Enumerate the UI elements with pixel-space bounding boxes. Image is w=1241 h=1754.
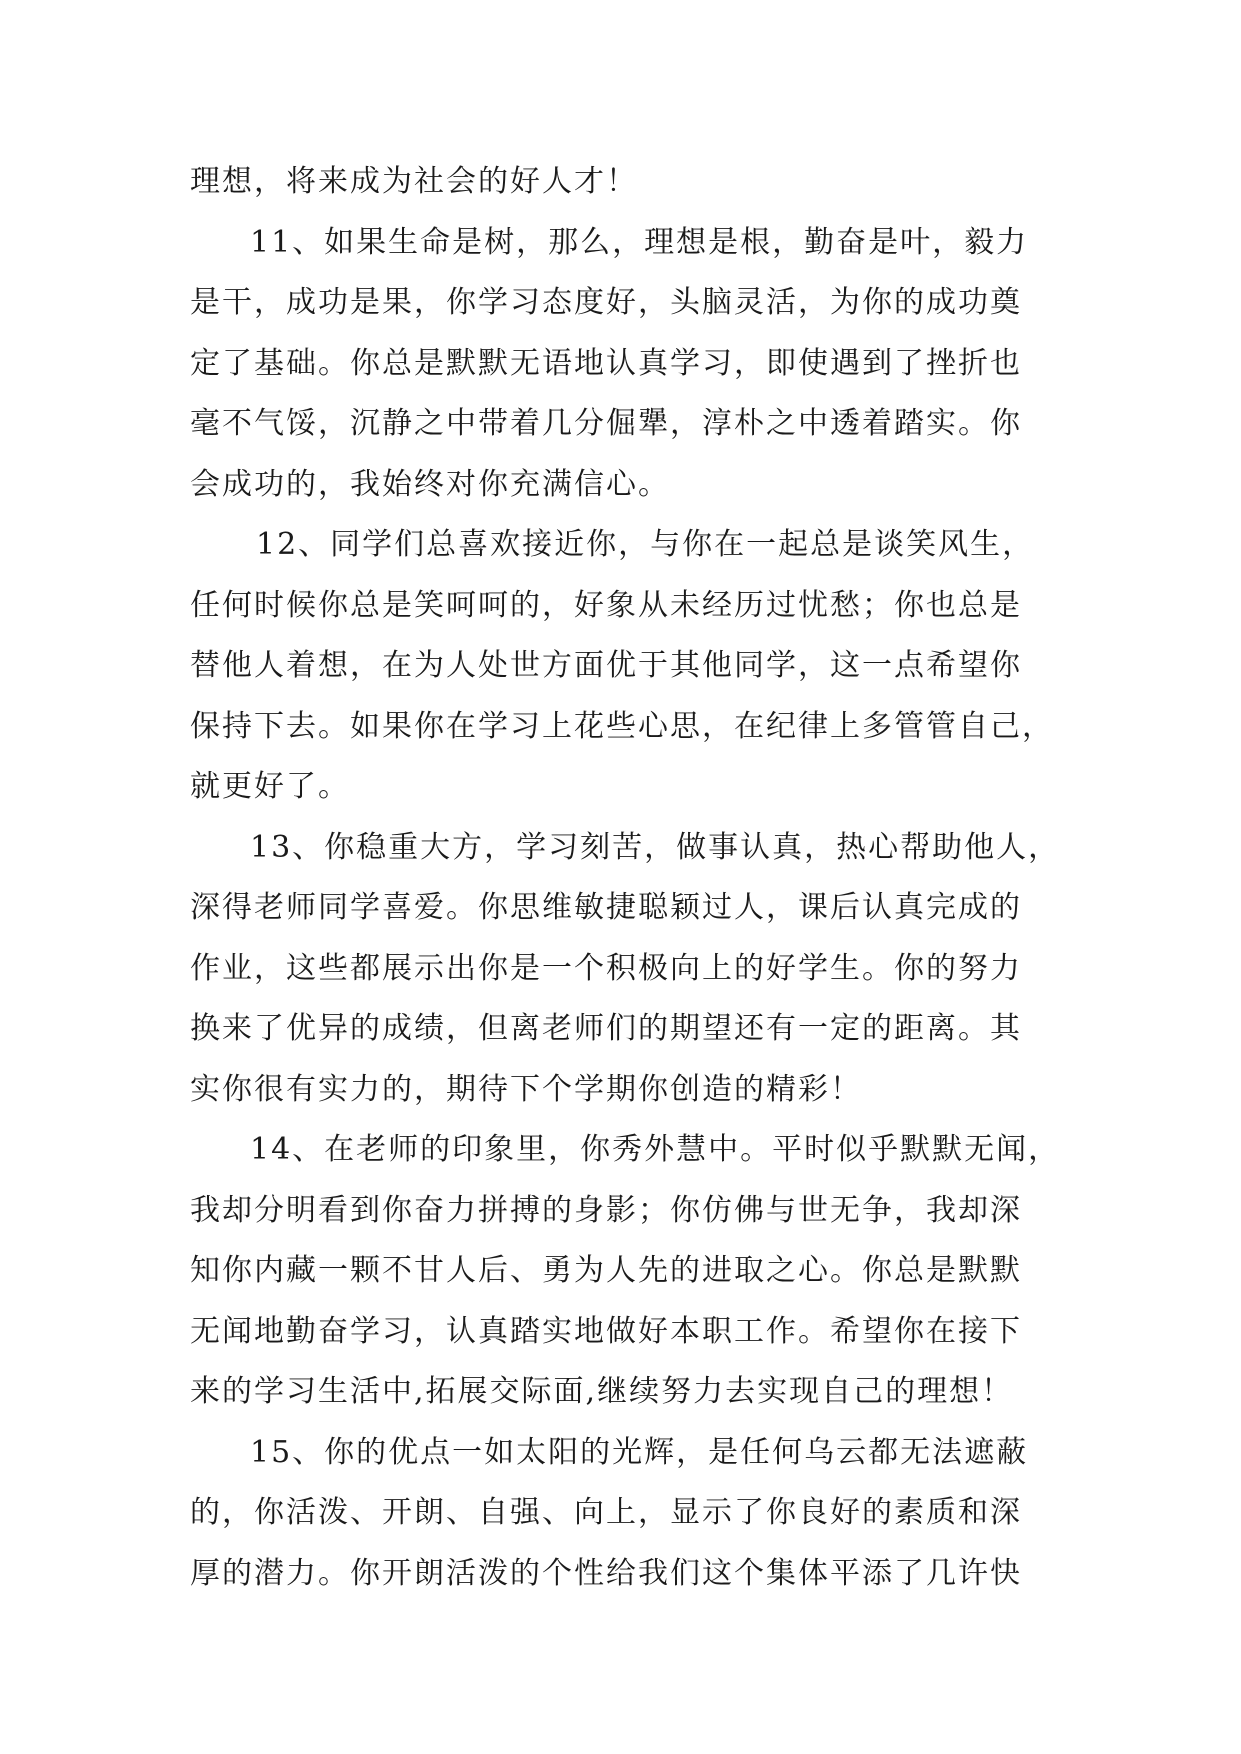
text-line: 是干，成功是果，你学习态度好，头脑灵活，为你的成功奠	[190, 285, 1022, 320]
text-line: 毫不气馁，沉静之中带着几分倔犟，淳朴之中透着踏实。你	[190, 406, 1022, 441]
text-line: 厚的潜力。你开朗活泼的个性给我们这个集体平添了几许快	[190, 1555, 1022, 1591]
text-line: 我却分明看到你奋力拼搏的身影；你仿佛与世无争，我却深	[190, 1192, 1022, 1228]
text-line: 定了基础。你总是默默无语地认真学习，即使遇到了挫折也	[190, 345, 1022, 381]
text-line: 深得老师同学喜爱。你思维敏捷聪颖过人，课后认真完成的	[190, 890, 1022, 925]
text-line: 14、在老师的印象里，你秀外慧中。平时似乎默默无闻，	[250, 1132, 1061, 1167]
text-line: 12、同学们总喜欢接近你，与你在一起总是谈笑风生，	[256, 527, 1035, 562]
text-line: 保持下去。如果你在学习上花些心思，在纪律上多管管自己，	[190, 708, 1054, 744]
text-line: 13、你稳重大方，学习刻苦，做事认真，热心帮助他人，	[250, 829, 1061, 865]
text-line: 替他人着想，在为人处世方面优于其他同学，这一点希望你	[190, 648, 1022, 683]
text-line: 15、你的优点一如太阳的光辉，是任何乌云都无法遮蔽	[250, 1434, 1029, 1470]
text-line: 会成功的，我始终对你充满信心。	[190, 466, 670, 502]
paragraph-14	[190, 1120, 1061, 1423]
text-line: 无闻地勤奋学习，认真踏实地做好本职工作。希望你在接下	[190, 1313, 1022, 1349]
text-line: 实你很有实力的，期待下个学期你创造的精彩！	[190, 1071, 862, 1107]
text-line: 来的学习生活中,拓展交际面,继续努力去实现自己的理想！	[190, 1374, 1014, 1409]
paragraph-15	[190, 1423, 1052, 1605]
document-body	[190, 152, 1061, 1604]
text-line: 11、如果生命是树，那么，理想是根，勤奋是叶，毅力	[250, 224, 1029, 260]
paragraph-11	[190, 213, 1052, 516]
paragraph-10-end	[190, 152, 1052, 213]
text-line: 作业，这些都展示出你是一个积极向上的好学生。你的努力	[190, 950, 1022, 986]
text-line: 理想，将来成为社会的好人才！	[190, 164, 638, 199]
paragraph-13	[190, 818, 1061, 1121]
paragraph-12	[190, 515, 1052, 818]
text-line: 换来了优异的成绩，但离老师们的期望还有一定的距离。其	[190, 1011, 1022, 1046]
text-line: 任何时候你总是笑呵呵的，好象从未经历过忧愁；你也总是	[190, 587, 1022, 623]
text-line: 知你内藏一颗不甘人后、勇为人先的进取之心。你总是默默	[190, 1253, 1022, 1288]
text-line: 就更好了。	[190, 769, 350, 804]
text-line: 的，你活泼、开朗、自强、向上，显示了你良好的素质和深	[190, 1495, 1022, 1530]
